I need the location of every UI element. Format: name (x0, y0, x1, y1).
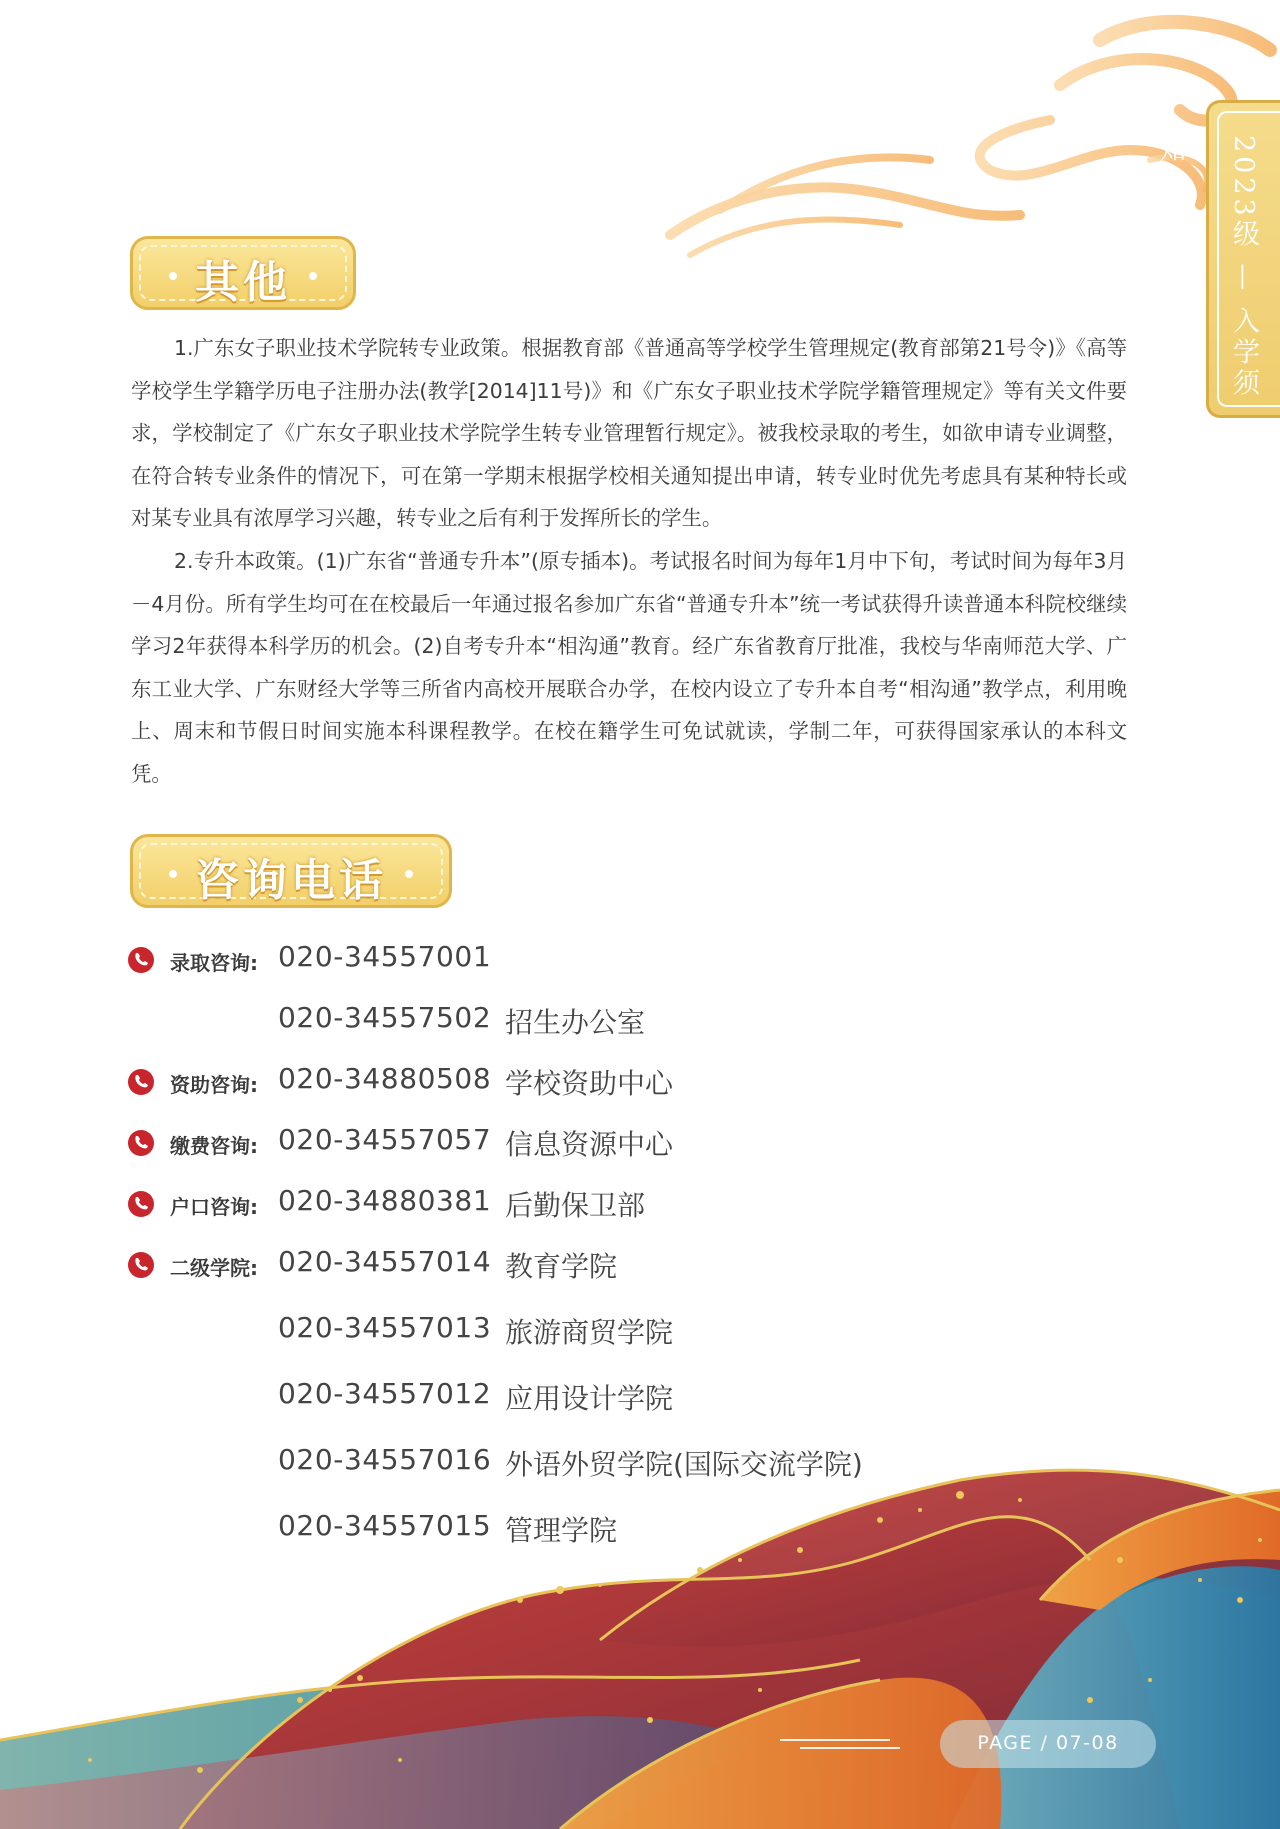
department-name: 应用设计学院 (505, 1382, 674, 1415)
phone-number: 020-34557057 (278, 1123, 492, 1156)
phone-icon (127, 1251, 155, 1279)
contact-category: 缴费咨询: (170, 1134, 258, 1158)
contact-row (127, 938, 1027, 982)
department-name: 招生办公室 (505, 1006, 646, 1039)
department-name: 管理学院 (505, 1514, 618, 1547)
department-name: 信息资源中心 (505, 1128, 674, 1161)
section-title-contact: 咨询电话 (195, 855, 387, 906)
side-tab (1154, 100, 1280, 418)
contact-row (127, 1375, 1027, 1419)
department-name: 后勤保卫部 (505, 1189, 646, 1222)
header-dot (309, 272, 317, 280)
paragraph-transfer-policy: 1.广东女子职业技术学院转专业政策。根据教育部《普通高等学校学生管理规定(教育部第21号令)》《高等学校学生学籍学历电子注册办法(教学[2014]11号)》和《广东女子职业技术学院学籍管理规定》等有关文件要求，学校制定了《广东女子职业技术学院学生转专业管理暂行规定》。被我校录取的考生，如欲申请专业调整，在符合转专业条件的情况下，可在第一学期末根据学校相关通知提出申请，转专业时优先考虑具有某种特长或对某专业具有浓厚学习兴趣，转专业之后有利于发挥所长的学生。 (131, 336, 1127, 531)
contact-row (127, 1507, 1027, 1551)
phone-number: 020-34880381 (278, 1184, 492, 1217)
department-name: 旅游商贸学院 (505, 1316, 674, 1349)
phone-icon (127, 946, 155, 974)
contact-row (127, 1121, 1027, 1165)
contact-row (127, 1182, 1027, 1226)
phone-icon (127, 1129, 155, 1157)
page-indicator (940, 1720, 1156, 1768)
phone-number: 020-34557012 (278, 1377, 492, 1410)
contact-row (127, 1060, 1027, 1104)
contact-row (127, 999, 1027, 1043)
side-tab-text: 2023级 — 入学须知 (1154, 135, 1259, 400)
contact-row (127, 1441, 1027, 1485)
contact-row (127, 1309, 1027, 1353)
page-number-text: PAGE / 07-08 (977, 1732, 1119, 1754)
phone-icon (127, 1068, 155, 1096)
contact-category: 资助咨询: (170, 1073, 258, 1097)
phone-number: 020-34880508 (278, 1062, 492, 1095)
department-name: 教育学院 (505, 1250, 618, 1283)
contact-row (127, 1243, 1027, 1287)
phone-number: 020-34557001 (278, 940, 492, 973)
section-header-other (130, 236, 356, 310)
section-header-contact (130, 834, 452, 908)
phone-number: 020-34557016 (278, 1443, 492, 1476)
phone-number: 020-34557014 (278, 1245, 492, 1278)
header-dot (405, 870, 413, 878)
phone-icon (127, 1190, 155, 1218)
contact-category: 二级学院: (170, 1256, 258, 1280)
phone-number: 020-34557502 (278, 1001, 492, 1034)
phone-number: 020-34557013 (278, 1311, 492, 1344)
section-title-other: 其他 (195, 257, 291, 308)
department-name: 外语外贸学院(国际交流学院) (505, 1448, 863, 1481)
phone-number: 020-34557015 (278, 1509, 492, 1542)
contact-category: 户口咨询: (170, 1195, 258, 1219)
department-name: 学校资助中心 (505, 1067, 674, 1100)
paragraph-upgrade-policy: 2.专升本政策。(1)广东省“普通专升本”(原专插本)。考试报名时间为每年1月中下旬，考试时间为每年3月－4月份。所有学生均可在在校最后一年通过报名参加广东省“普通专升本”统一考试获得升读普通本科院校继续学习2年获得本科学历的机会。(2)自考专升本“相沟通”教育。经广东省教育厅批准，我校与华南师范大学、广东工业大学、广东财经大学等三所省内高校开展联合办学，在校内设立了专升本自考“相沟通”教学点，利用晚上、周末和节假日时间实施本科课程教学。在校在籍学生可免试就读，学制二年，可获得国家承认的本科文凭。 (131, 549, 1127, 786)
contact-category: 录取咨询: (170, 951, 258, 975)
